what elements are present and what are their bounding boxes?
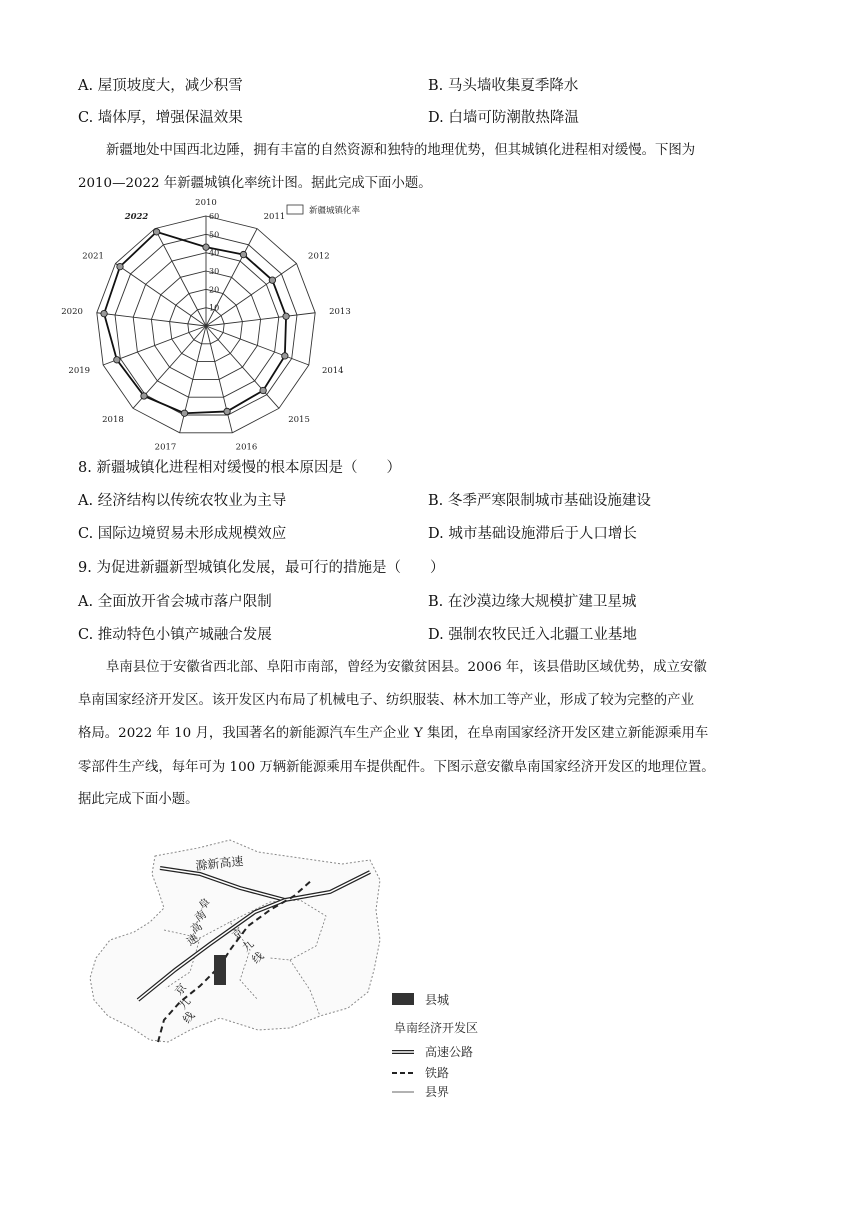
legend-highway: 高速公路 — [425, 1045, 474, 1059]
radar-category-label: 2010 — [195, 198, 217, 208]
chart-legend — [287, 205, 361, 216]
label-funan-3: 高 — [188, 919, 205, 937]
q9-option-b: B. 在沙漠边缘大规模扩建卫星城 — [428, 594, 637, 610]
radar-tick-label: 60 — [209, 212, 220, 221]
radar-tick-labels — [209, 212, 219, 313]
radar-category-label: 2017 — [154, 442, 177, 453]
label-rail2-3: 线 — [180, 1009, 198, 1026]
label-rail2-2: 九 — [176, 995, 194, 1012]
radar-tick-label: 50 — [209, 230, 220, 240]
legend-zone: 阜南经济开发区 — [394, 1021, 479, 1035]
radar-point-2012 — [269, 277, 275, 283]
radar-category-label: 2013 — [329, 307, 351, 318]
label-rail-3: 线 — [249, 949, 267, 967]
q9-option-d: D. 强制农牧民迁入北疆工业基地 — [428, 627, 637, 643]
label-rail-1: 京 — [229, 925, 247, 943]
radar-point-2011 — [240, 251, 246, 257]
q9-option-a: A. 全面放开省会城市落户限制 — [78, 594, 272, 610]
county-boundary — [90, 840, 380, 1042]
label-chuxin-highway: 滁新高速 — [194, 854, 245, 873]
radar-category-label: 2021 — [82, 251, 104, 262]
radar-point-2018 — [141, 393, 147, 399]
radar-tick-label: 20 — [209, 285, 220, 295]
radar-spoke — [155, 229, 206, 326]
label-rail-2: 九 — [239, 937, 257, 955]
legend-swatch — [287, 205, 303, 214]
legend-boundary: 县界 — [425, 1085, 450, 1099]
radar-category-label: 2015 — [288, 414, 310, 425]
q8-option-c: C. 国际边境贸易未形成规模效应 — [78, 526, 287, 542]
label-funan-4: 速 — [184, 931, 201, 949]
legend-railway: 铁路 — [425, 1066, 450, 1080]
radar-category-label: 2016 — [235, 442, 258, 453]
label-funan-1: 阜 — [196, 895, 213, 913]
radar-point-2019 — [114, 357, 120, 363]
radar-point-2016 — [224, 408, 230, 414]
passage1-line2: 2010—2022 年新疆城镇化率统计图。据此完成下面小题。 — [78, 176, 432, 191]
q7-option-c: C. 墙体厚，增强保温效果 — [78, 110, 243, 126]
radar-category-label: 2022 — [124, 212, 149, 223]
q8-option-a: A. 经济结构以传统农牧业为主导 — [78, 493, 287, 509]
q8-option-b: B. 冬季严寒限制城市基础设施建设 — [428, 493, 651, 509]
q7-option-d: D. 白墙可防潮散热降温 — [428, 110, 579, 126]
radar-category-label: 2014 — [321, 365, 344, 376]
legend-county-swatch — [392, 993, 414, 1005]
q9-stem: 9. 为促进新疆新型城镇化发展，最可行的措施是（ ） — [78, 560, 445, 576]
location-map — [80, 830, 540, 1100]
radar-category-label: 2018 — [102, 414, 124, 425]
q8-option-d: D. 城市基础设施滞后于人口增长 — [428, 526, 637, 542]
radar-spoke — [206, 326, 279, 408]
radar-point-2020 — [101, 310, 107, 316]
radar-point-2017 — [181, 410, 187, 416]
radar-point-2013 — [283, 313, 289, 319]
radar-point-2021 — [117, 263, 123, 269]
passage1-line1: 新疆地处中国西北边陲，拥有丰富的自然资源和独特的地理优势，但其城镇化进程相对缓慢。下图为 — [106, 143, 696, 158]
radar-series — [101, 229, 289, 417]
legend-county: 县城 — [425, 993, 450, 1007]
label-rail2-1: 京 — [172, 981, 190, 998]
passage2-line2: 阜南国家经济开发区。该开发区内布局了机械电子、纺织服装、林木加工等产业，形成了较为完整的产业 — [78, 693, 694, 708]
radar-point-2015 — [260, 387, 266, 393]
radar-tick-label: 10 — [209, 303, 220, 313]
radar-chart — [61, 198, 361, 453]
radar-point-2014 — [282, 353, 288, 359]
passage2-line4: 零部件生产线，每年可为 100 万辆新能源乘用车提供配件。下图示意安徽阜南国家经济开发区的地理位置。 — [78, 760, 715, 775]
label-funan-2: 南 — [192, 907, 209, 925]
county-town — [214, 955, 226, 985]
q7-option-b: B. 马头墙收集夏季降水 — [428, 78, 579, 94]
q7-option-a: A. 屋顶坡度大，减少积雪 — [78, 78, 243, 94]
radar-point-2010 — [203, 244, 209, 250]
passage2-line3: 格局。2022 年 10 月，我国著名的新能源汽车生产企业 Y 集团，在阜南国家经济开发区建立新能源乘用车 — [78, 726, 709, 741]
q8-stem: 8. 新疆城镇化进程相对缓慢的根本原因是（ ） — [78, 460, 401, 476]
map-legend — [392, 993, 478, 1099]
radar-category-label: 2019 — [68, 365, 91, 376]
radar-tick-label: 30 — [209, 267, 220, 276]
radar-point-2022 — [153, 229, 159, 235]
q9-option-c: C. 推动特色小镇产城融合发展 — [78, 627, 272, 643]
radar-category-label: 2011 — [263, 212, 286, 223]
radar-category-label: 2020 — [61, 307, 83, 318]
passage2-line5: 据此完成下面小题。 — [78, 792, 199, 807]
radar-tick-label: 40 — [209, 248, 220, 258]
legend-label: 新疆城镇化率 — [309, 206, 361, 216]
passage2-line1: 阜南县位于安徽省西北部、阜阳市南部，曾经为安徽贫困县。2006 年，该县借助区域优势，成立安徽 — [106, 660, 707, 675]
radar-category-label: 2012 — [308, 251, 330, 262]
